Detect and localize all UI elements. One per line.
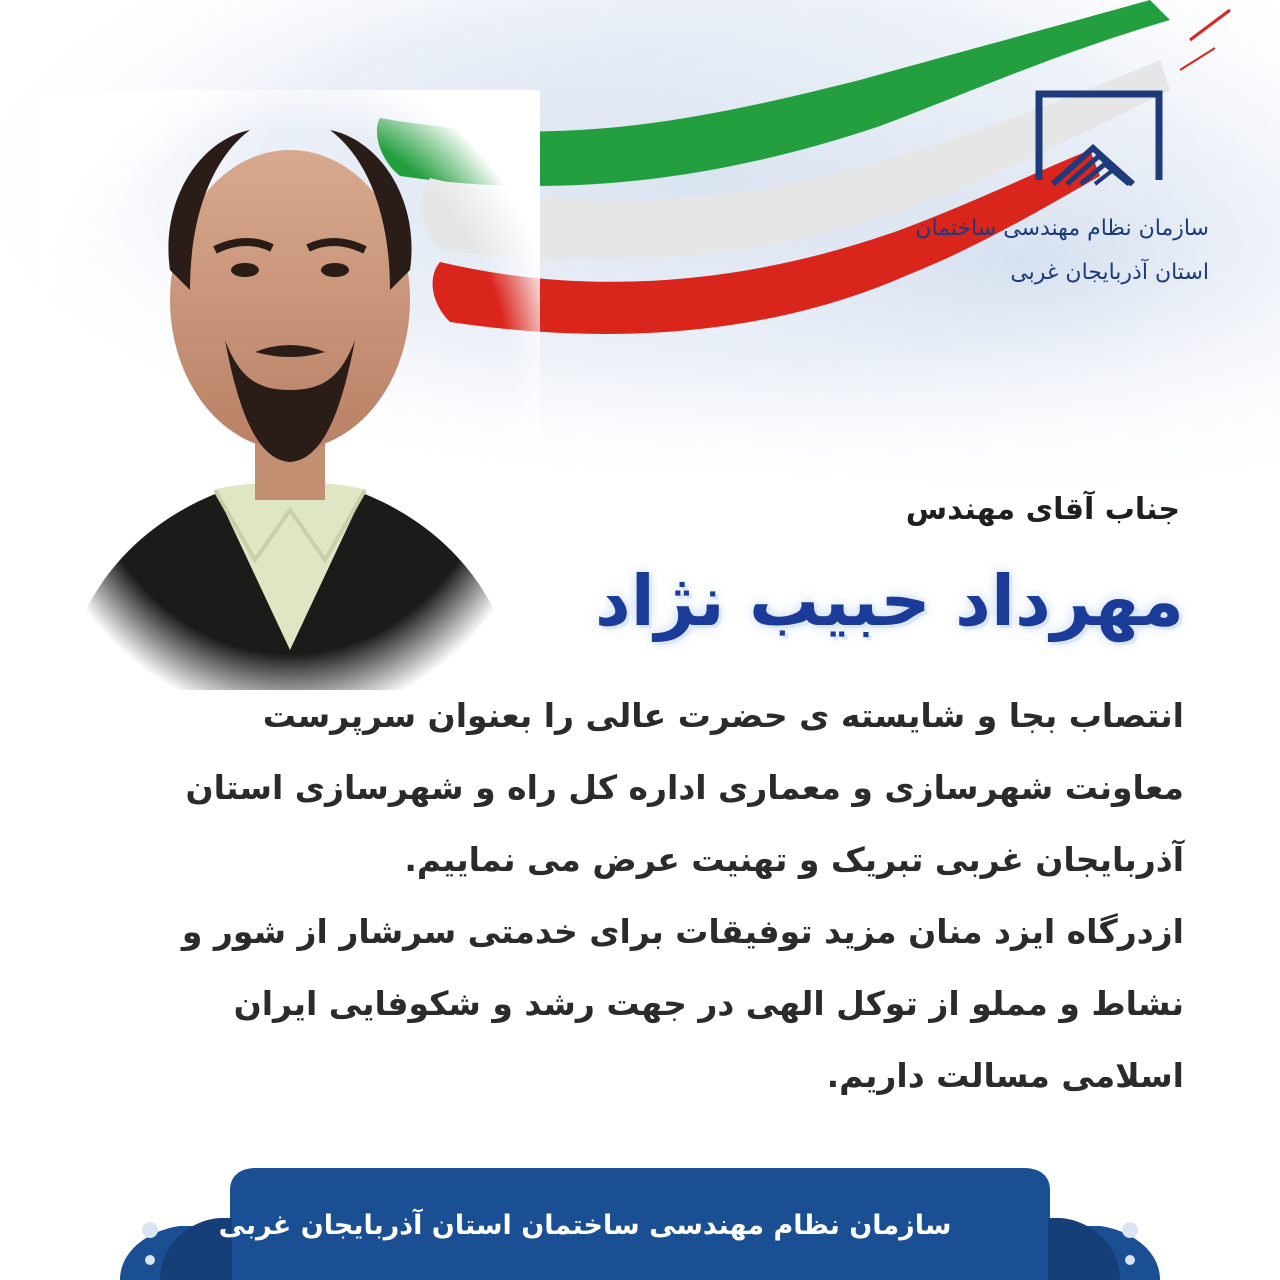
person-name: مهرداد حبیب نژاد [594,560,1184,642]
salutation-title: جناب آقای مهندس [905,492,1180,527]
message-line: آذربایجان غربی تبریک و تهنیت عرض می نماییم. [404,840,1184,879]
message-line: انتصاب بجا و شایسته ی حضرت عالی را بعنوان سرپرست [262,696,1184,735]
footer-banner [0,1160,1280,1280]
logo-title-line2: استان آذربایجان غربی [1010,260,1209,285]
logo-title-line1: سازمان نظام مهندسی ساختمان [915,216,1209,241]
message-line: نشاط و مملو از توکل الهی در جهت رشد و شکوفایی ایران [233,984,1184,1023]
organization-logo [915,88,1245,313]
congratulation-message [114,680,1184,1112]
message-line: اسلامی مسالت داریم. [826,1056,1184,1095]
message-line: ازدرگاه ایزد منان مزید توفیقات برای خدمتی سرشار از شور و [181,912,1184,951]
building-logo-icon [1033,88,1165,198]
footer-organization-name: سازمان نظام مهندسی ساختمان استان آذربایجان غربی [218,1210,952,1241]
portrait-photo [40,90,540,690]
message-line: معاونت شهرسازی و معماری اداره کل راه و شهرسازی استان [185,768,1184,807]
